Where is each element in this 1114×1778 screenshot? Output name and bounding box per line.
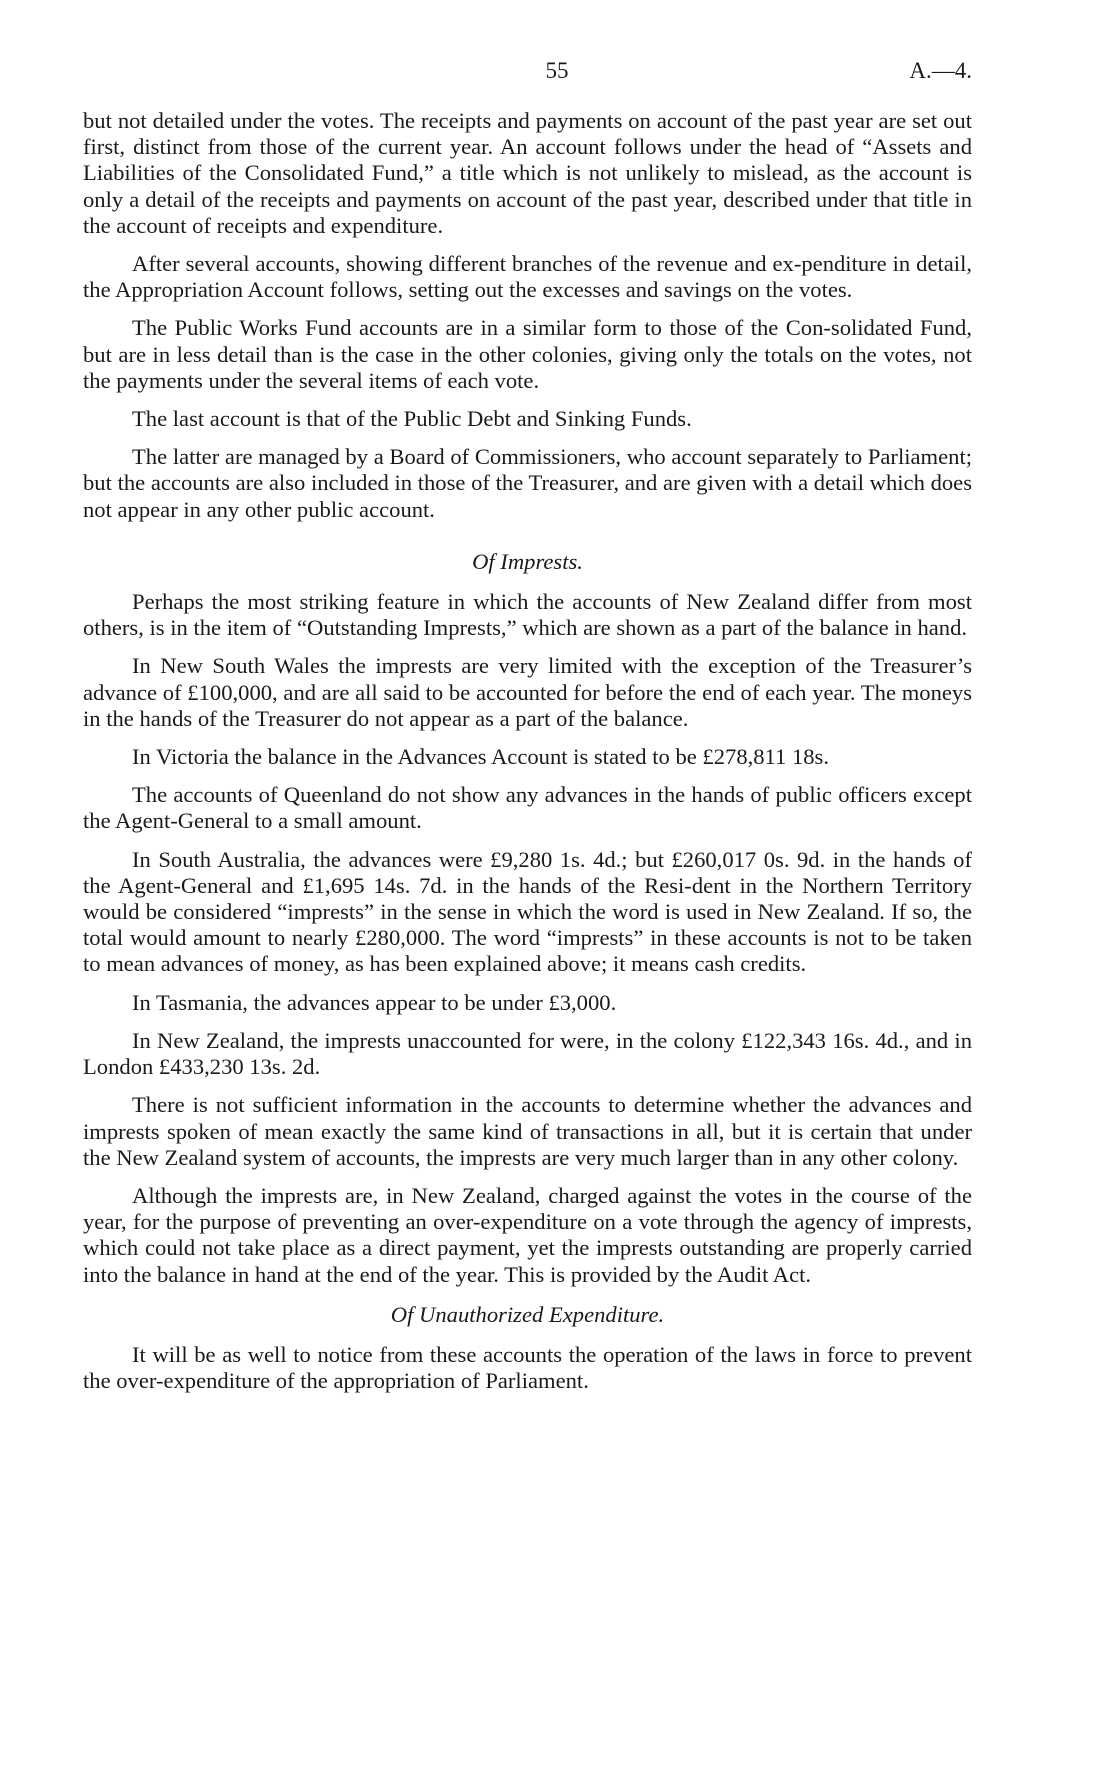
section-heading-unauthorized-expenditure: Of Unauthorized Expenditure. <box>390 1301 665 1327</box>
paragraph: but not detailed under the votes. The receipts and payments on account of the past year are set out first, distinct from those of the current year. An account follows under the head of “Assets and Liabilities of the Consolidated Fund,” a title which is not unlikely to mislead, as the account is only a detail of the receipts and payments on account of the past year, described under that title in the account of receipts and expenditure. <box>83 108 972 238</box>
paragraph: There is not sufficient information in the accounts to determine whether the advances and imprests spoken of mean exactly the same kind of transactions in all, but it is certain that under the New Zealand system of accounts, the imprests are very much larger than in any other colony. <box>83 1092 972 1170</box>
document-reference: A.—4. <box>909 58 972 83</box>
document-body <box>83 108 972 1406</box>
paragraph: In New South Wales the imprests are very limited with the exception of the Treasurer’s advance of £100,000, and are all said to be accounted for before the end of each year. The moneys in the hands of the Treasurer do not appear as a part of the balance. <box>83 653 972 731</box>
section-heading-imprests: Of Imprests. <box>472 548 583 574</box>
page-number: 55 <box>545 58 569 83</box>
paragraph: The accounts of Queenland do not show any advances in the hands of public officers except the Agent-General to a small amount. <box>83 782 972 834</box>
paragraph: In South Australia, the advances were £9,280 1s. 4d.; but £260,017 0s. 9d. in the hands of the Agent-General and £1,695 14s. 7d. in the hands of the Resi-dent in the Northern Territory would be considered “imprests” in the sense in which the word is used in New Zealand. If so, the total would amount to nearly £280,000. The word “imprests” in these accounts is not to be taken to mean advances of money, as has been explained above; it means cash credits. <box>83 846 972 977</box>
paragraph: Although the imprests are, in New Zealand, charged against the votes in the course of the year, for the purpose of preventing an over-expenditure on a vote through the agency of imprests, which could not take place as a direct payment, yet the imprests outstanding are properly carried into the balance in hand at the end of the year. This is provided by the Audit Act. <box>83 1182 972 1287</box>
page-header <box>0 54 1114 86</box>
paragraph: The latter are managed by a Board of Commissioners, who account separately to Parliament; but the accounts are also included in those of the Treasurer, and are given with a detail which does not appear in any other public account. <box>83 444 972 522</box>
paragraph: Perhaps the most striking feature in which the accounts of New Zealand differ from most others, is in the item of “Outstanding Imprests,” which are shown as a part of the balance in hand. <box>83 589 972 641</box>
paragraph: In New Zealand, the imprests unaccounted for were, in the colony £122,343 16s. 4d., and in London £433,230 13s. 2d. <box>83 1027 972 1080</box>
paragraph: In Tasmania, the advances appear to be under £3,000. <box>132 989 617 1015</box>
paragraph: In Victoria the balance in the Advances Account is stated to be £278,811 18s. <box>132 744 829 770</box>
paragraph: After several accounts, showing different branches of the revenue and ex-penditure in detail, the Appropriation Account follows, setting out the excesses and savings on the votes. <box>83 251 972 303</box>
paragraph: The last account is that of the Public Debt and Sinking Funds. <box>132 406 692 432</box>
paragraph: It will be as well to notice from these accounts the operation of the laws in force to prevent the over-expenditure of the appropriation of Parliament. <box>83 1341 972 1394</box>
paragraph: The Public Works Fund accounts are in a similar form to those of the Con-solidated Fund, but are in less detail than is the case in the other colonies, giving only the totals on the votes, not the payments under the several items of each vote. <box>83 315 972 393</box>
